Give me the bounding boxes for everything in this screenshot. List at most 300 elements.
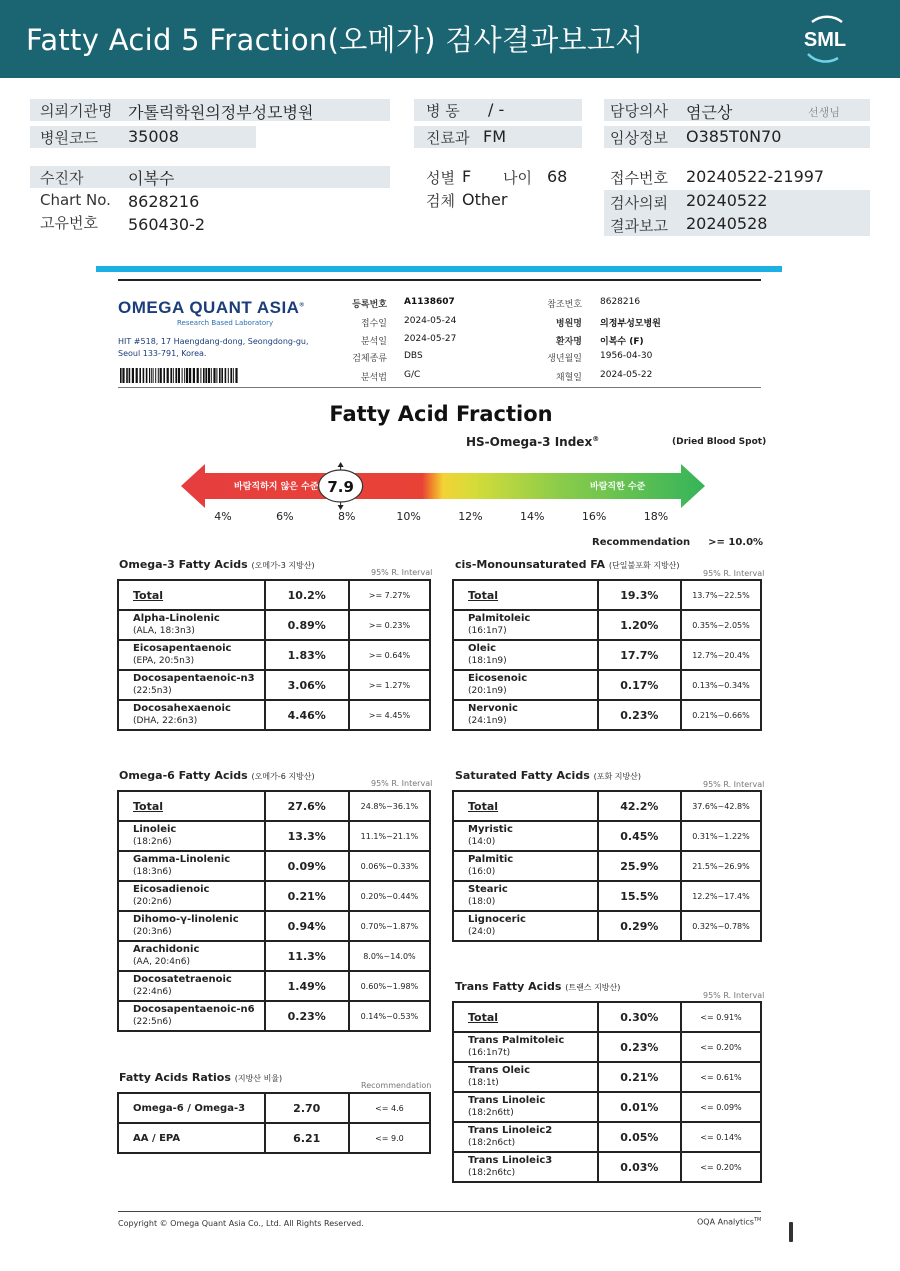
saturated-acid-name [453, 821, 598, 851]
mono-value: 0.23% [598, 700, 681, 730]
omega6-acid-label: Docosatetraenoic [133, 974, 232, 985]
report-title: Fatty Acid 5 Fraction(오메가) 검사결과보고서 [26, 23, 644, 57]
barcode-stripe [132, 368, 134, 383]
omega6-acid-notation: (18:3n6) [133, 867, 172, 877]
gauge-value-marker [319, 462, 363, 510]
omega6-range: 0.70%~1.87% [349, 911, 430, 941]
omega3-row [118, 640, 430, 670]
chart-label: Chart No. [40, 191, 111, 209]
mono-value: 1.20% [598, 610, 681, 640]
clinical-label: 임상정보 [610, 129, 668, 147]
saturated-row [453, 821, 761, 851]
omega3-range: >= 7.27% [349, 580, 430, 610]
saturated-acid-label: Stearic [468, 884, 508, 895]
omega3-table [117, 579, 431, 731]
omega6-acid-notation: (20:2n6) [133, 897, 172, 907]
receipt-value: 20240522-21997 [686, 167, 825, 186]
barcode-stripe [219, 368, 221, 383]
saturated-acid-name [453, 881, 598, 911]
barcode-stripe [139, 368, 141, 383]
omega6-row [118, 1001, 430, 1031]
saturated-acid-name [453, 911, 598, 941]
trans-value: 0.23% [598, 1032, 681, 1062]
omega6-total-label: Total [118, 791, 265, 821]
mono-row [453, 610, 761, 640]
trans-value: 0.21% [598, 1062, 681, 1092]
saturated-acid-notation: (24:0) [468, 927, 496, 937]
saturated-ri-label: 95% R. Interval [703, 780, 765, 789]
omega6-range: 0.20%~0.44% [349, 881, 430, 911]
mono-acid-label: Oleic [468, 643, 497, 654]
barcode-stripe [205, 368, 207, 383]
dept-label: 진료과 [426, 129, 470, 147]
omega6-row [118, 881, 430, 911]
omega6-value: 1.49% [265, 971, 349, 1001]
uid-label: 고유번호 [40, 214, 98, 232]
omega3-row [118, 610, 430, 640]
omega6-table [117, 790, 431, 1032]
sample-type-label: 검체종류 [352, 354, 387, 364]
trans-range: <= 0.61% [681, 1062, 761, 1092]
receipt-label: 접수번호 [610, 169, 668, 187]
analysis-date-label: 분석일 [360, 337, 387, 347]
ratios-title: Fatty Acids Ratios (지방산 비율) [119, 1071, 283, 1084]
barcode-stripe [197, 368, 199, 383]
barcode-stripe [136, 368, 138, 383]
omega3-acid-name [118, 640, 265, 670]
omega3-acid-name [118, 670, 265, 700]
reg-no-label: 등록번호 [352, 300, 387, 310]
mono-row [453, 640, 761, 670]
lab-address-1: HIT #518, 17 Haengdang-dong, Seongdong-gu, [118, 337, 309, 346]
barcode-stripe [211, 368, 212, 383]
mono-value: 0.17% [598, 670, 681, 700]
omega3-acid-label: Eicosapentaenoic [133, 643, 232, 654]
method-label: 분석법 [360, 373, 387, 383]
sml-logo-text: SML [803, 29, 847, 51]
hospital-code-label: 병원코드 [40, 129, 98, 147]
barcode-stripe [189, 368, 191, 383]
ratios-row [118, 1123, 430, 1153]
saturated-value: 25.9% [598, 851, 681, 881]
ratios-acid-name [118, 1093, 265, 1123]
omega6-ri-label: 95% R. Interval [371, 779, 433, 788]
barcode-stripe [155, 368, 156, 383]
barcode-stripe [163, 368, 165, 383]
mono-ri-label: 95% R. Interval [703, 569, 765, 578]
barcode-stripe [151, 368, 152, 383]
reg-no-value: A1138607 [404, 297, 455, 307]
trans-range: <= 0.20% [681, 1032, 761, 1062]
saturated-acid-notation: (16:0) [468, 867, 496, 877]
omega6-acid-notation: (20:3n6) [133, 927, 172, 937]
fatty-acid-fraction-title: Fatty Acid Fraction [329, 402, 553, 426]
omega6-value: 0.09% [265, 851, 349, 881]
mono-acid-notation: (24:1n9) [468, 716, 507, 726]
omega6-value: 13.3% [265, 821, 349, 851]
omega6-row [118, 941, 430, 971]
mono-range: 12.7%~20.4% [681, 640, 761, 670]
report-top-rule [118, 279, 761, 281]
omega3-ri-label: 95% R. Interval [371, 568, 433, 577]
ratios-acid-name [118, 1123, 265, 1153]
omega3-acid-name [118, 700, 265, 730]
saturated-acid-name [453, 851, 598, 881]
method-value: G/C [404, 370, 421, 380]
barcode-stripe [173, 368, 174, 383]
trans-acid-notation: (16:1n7t) [468, 1048, 511, 1058]
uid-value: 560430-2 [128, 215, 206, 234]
trans-row [453, 1002, 761, 1032]
ratios-range: <= 4.6 [349, 1093, 430, 1123]
trans-acid-label: Trans Linoleic2 [468, 1125, 553, 1136]
specimen-value: Other [462, 190, 508, 209]
trans-acid-name [453, 1152, 598, 1182]
lab-address-2: Seoul 133-791, Korea. [118, 349, 207, 358]
trans-acid-name [453, 1092, 598, 1122]
omega6-value: 11.3% [265, 941, 349, 971]
gauge-tick-10: 10% [396, 510, 421, 523]
saturated-value: 42.2% [598, 791, 681, 821]
hospital-name-value: 의정부성모병원 [600, 319, 661, 329]
barcode-icon [120, 368, 240, 383]
omega3-acid-notation: (EPA, 20:5n3) [133, 656, 195, 666]
logo-subtitle: Research Based Laboratory [177, 319, 274, 327]
omega6-range: 0.14%~0.53% [349, 1001, 430, 1031]
trans-row [453, 1062, 761, 1092]
omega3-value: 4.46% [265, 700, 349, 730]
barcode-stripe [203, 368, 205, 383]
omega6-acid-label: Eicosadienoic [133, 884, 210, 895]
sample-type-value: DBS [404, 351, 423, 361]
omega6-row [118, 971, 430, 1001]
omega6-range: 24.8%~36.1% [349, 791, 430, 821]
report-header-rule [118, 387, 761, 388]
mono-range: 13.7%~22.5% [681, 580, 761, 610]
dept-value: FM [483, 127, 507, 146]
omega3-row [118, 700, 430, 730]
info-bar-patient [30, 166, 390, 188]
barcode-stripe [216, 368, 217, 383]
ratios-acid-label: AA / EPA [133, 1132, 181, 1144]
omega6-acid-label: Arachidonic [133, 944, 200, 955]
saturated-row [453, 881, 761, 911]
omega6-title: Omega-6 Fatty Acids (오메가-6 지방산) [119, 769, 315, 782]
omega6-acid-name [118, 821, 265, 851]
trans-total-label: Total [453, 1002, 598, 1032]
patient-label: 수진자 [40, 169, 84, 187]
dob-label: 생년월일 [547, 354, 582, 364]
omega3-acid-notation: (ALA, 18:3n3) [133, 626, 195, 636]
mono-table [452, 579, 762, 731]
barcode-stripe [213, 368, 215, 383]
mono-acid-name [453, 670, 598, 700]
trans-acid-notation: (18:1t) [468, 1078, 499, 1088]
ward-label: 병 동 [426, 102, 460, 120]
trans-range: <= 0.09% [681, 1092, 761, 1122]
analysis-date-value: 2024-05-27 [404, 334, 457, 344]
omega3-acid-label: Alpha-Linolenic [133, 613, 220, 624]
hs-omega3-title: HS-Omega-3 Index® [466, 435, 600, 449]
barcode-stripe [228, 368, 229, 383]
result-label: 결과보고 [610, 217, 668, 235]
ratios-value: 6.21 [265, 1123, 349, 1153]
trans-acid-label: Trans Linoleic [468, 1095, 546, 1106]
oqa-analytics: OQA Analytics™ [697, 1217, 762, 1227]
barcode-stripe [235, 368, 237, 383]
receipt-date-value: 2024-05-24 [404, 316, 457, 326]
ratios-rec-label: Recommendation [361, 1081, 432, 1090]
trans-acid-notation: (18:2n6tc) [468, 1168, 516, 1178]
barcode-stripe [208, 368, 210, 383]
mono-acid-notation: (20:1n9) [468, 686, 507, 696]
omega6-acid-notation: (22:4n6) [133, 987, 172, 997]
trans-acid-notation: (18:2n6tt) [468, 1108, 514, 1118]
trans-range: <= 0.91% [681, 1002, 761, 1032]
index-recommendation: Recommendation >= 10.0% [592, 537, 764, 548]
trans-row [453, 1152, 761, 1182]
trans-acid-name [453, 1122, 598, 1152]
hospital-value: 가톨릭학원의정부성모병원 [128, 103, 314, 122]
ratios-acid-label: Omega-6 / Omega-3 [133, 1102, 246, 1114]
trans-acid-notation: (18:2n6ct) [468, 1138, 516, 1148]
mono-row [453, 580, 761, 610]
mono-acid-name [453, 700, 598, 730]
trans-value: 0.01% [598, 1092, 681, 1122]
divider-cyan [96, 266, 782, 272]
trans-table [452, 1001, 762, 1183]
specimen-label: 검체 [426, 192, 455, 210]
sex-label: 성별 [426, 169, 455, 187]
saturated-range: 12.2%~17.4% [681, 881, 761, 911]
saturated-range: 0.31%~1.22% [681, 821, 761, 851]
saturated-range: 21.5%~26.9% [681, 851, 761, 881]
gauge-tick-8: 8% [337, 510, 356, 523]
omega3-acid-notation: (DHA, 22:6n3) [133, 716, 198, 726]
omega6-range: 0.60%~1.98% [349, 971, 430, 1001]
barcode-stripe [200, 368, 201, 383]
trans-row [453, 1122, 761, 1152]
saturated-value: 0.29% [598, 911, 681, 941]
trans-value: 0.03% [598, 1152, 681, 1182]
saturated-acid-label: Lignoceric [468, 914, 526, 925]
omega3-range: >= 0.23% [349, 610, 430, 640]
omega6-range: 0.06%~0.33% [349, 851, 430, 881]
collection-date-label: 채혈일 [555, 373, 582, 383]
mono-value: 17.7% [598, 640, 681, 670]
saturated-value: 15.5% [598, 881, 681, 911]
omega6-row [118, 851, 430, 881]
doctor-suffix: 선생님 [808, 106, 840, 119]
result-value: 20240528 [686, 214, 768, 233]
saturated-acid-notation: (14:0) [468, 837, 496, 847]
barcode-stripe [193, 368, 195, 383]
trans-ri-label: 95% R. Interval [703, 991, 765, 1000]
mono-value: 19.3% [598, 580, 681, 610]
barcode-stripe [230, 368, 232, 383]
omega6-acid-name [118, 971, 265, 1001]
omega6-range: 11.1%~21.1% [349, 821, 430, 851]
patient-value: 이복수 [128, 169, 175, 188]
hospital-code-value: 35008 [128, 127, 179, 146]
barcode-stripe [182, 368, 183, 383]
ref-no-value: 8628216 [600, 297, 641, 307]
gauge-tick-16: 16% [581, 510, 607, 523]
patient-name-value: 이복수 (F) [600, 337, 644, 347]
saturated-range: 37.6%~42.8% [681, 791, 761, 821]
trans-acid-label: Trans Linoleic3 [468, 1155, 553, 1166]
barcode-stripe [129, 368, 131, 383]
barcode-stripe [160, 368, 162, 383]
omega3-value: 0.89% [265, 610, 349, 640]
saturated-row [453, 851, 761, 881]
trans-acid-name [453, 1062, 598, 1092]
gauge-tick-12: 12% [458, 510, 483, 523]
saturated-row [453, 911, 761, 941]
mono-acid-label: Palmitoleic [468, 613, 531, 624]
mono-acid-label: Eicosenoic [468, 673, 528, 684]
request-value: 20240522 [686, 191, 768, 210]
omega6-acid-notation: (AA, 20:4n6) [133, 957, 190, 967]
mono-range: 0.35%~2.05% [681, 610, 761, 640]
ratios-value: 2.70 [265, 1093, 349, 1123]
barcode-stripe [167, 368, 169, 383]
barcode-stripe [184, 368, 185, 383]
omega6-row [118, 821, 430, 851]
barcode-stripe [153, 368, 154, 383]
hospital-label: 의뢰기관명 [40, 102, 113, 120]
omega3-acid-label: Docosapentaenoic-n3 [133, 673, 255, 684]
omega6-row [118, 911, 430, 941]
omega3-range: >= 1.27% [349, 670, 430, 700]
dried-blood-spot-note: (Dried Blood Spot) [672, 437, 767, 447]
omega3-value: 3.06% [265, 670, 349, 700]
omega6-value: 0.94% [265, 911, 349, 941]
barcode-stripe [233, 368, 234, 383]
saturated-acid-notation: (18:0) [468, 897, 496, 907]
mono-total-label: Total [453, 580, 598, 610]
trans-range: <= 0.14% [681, 1122, 761, 1152]
gauge-tick-18: 18% [643, 510, 669, 523]
sml-logo-icon [796, 12, 854, 66]
ratios-row [118, 1093, 430, 1123]
omega6-acid-name [118, 881, 265, 911]
footer-rule [118, 1211, 761, 1212]
barcode-stripe [221, 368, 223, 383]
doctor-value: 염근상 [686, 103, 733, 122]
mono-acid-notation: (18:1n9) [468, 656, 507, 666]
omega6-acid-notation: (22:5n6) [133, 1017, 172, 1027]
trans-value: 0.05% [598, 1122, 681, 1152]
saturated-table [452, 790, 762, 942]
omega6-acid-label: Dihomo-γ-linolenic [133, 914, 239, 925]
gauge-tick-14: 14% [520, 510, 545, 523]
barcode-stripe [146, 368, 148, 383]
barcode-stripe [170, 368, 172, 383]
omega3-value: 10.2% [265, 580, 349, 610]
trans-row [453, 1032, 761, 1062]
omega3-title: Omega-3 Fatty Acids (오메가-3 지방산) [119, 558, 315, 571]
patient-name-label: 환자명 [555, 337, 582, 347]
omega3-acid-notation: (22:5n3) [133, 686, 172, 696]
mono-row [453, 700, 761, 730]
sex-value: F [462, 167, 472, 186]
gauge-bad-label: 바람직하지 않은 수준 [234, 482, 319, 492]
dob-value: 1956-04-30 [600, 351, 653, 361]
ward-value: / - [488, 100, 505, 119]
chart-value: 8628216 [128, 192, 200, 211]
omega3-row [118, 580, 430, 610]
ref-no-label: 참조번호 [547, 300, 582, 310]
barcode-stripe [186, 368, 188, 383]
receipt-date-label: 접수일 [360, 319, 387, 329]
omega6-value: 0.23% [265, 1001, 349, 1031]
omega3-range: >= 4.45% [349, 700, 430, 730]
clinical-value: O385T0N70 [686, 127, 782, 146]
omega3-index-gauge [176, 460, 712, 512]
saturated-value: 0.45% [598, 821, 681, 851]
omega6-acid-name [118, 851, 265, 881]
barcode-stripe [143, 368, 145, 383]
ratios-range: <= 9.0 [349, 1123, 430, 1153]
omega6-acid-name [118, 1001, 265, 1031]
copyright-text: Copyright © Omega Quant Asia Co., Ltd. All Rights Reserved. [118, 1219, 364, 1228]
trans-acid-label: Trans Oleic [468, 1065, 531, 1076]
hospital-name-label: 병원명 [555, 319, 582, 329]
omega3-acid-label: Docosahexaenoic [133, 703, 231, 714]
saturated-acid-label: Palmitic [468, 854, 514, 865]
saturated-row [453, 791, 761, 821]
omega6-acid-name [118, 911, 265, 941]
mono-acid-name [453, 610, 598, 640]
omega6-acid-notation: (18:2n6) [133, 837, 172, 847]
barcode-stripe [120, 368, 122, 383]
age-label: 나이 [503, 169, 532, 187]
trans-value: 0.30% [598, 1002, 681, 1032]
doctor-label: 담당의사 [610, 102, 668, 120]
saturated-title: Saturated Fatty Acids (포화 지방산) [455, 769, 642, 782]
omega3-acid-name [118, 610, 265, 640]
ratios-table [117, 1092, 431, 1154]
omega6-acid-label: Docosapentaenoic-n6 [133, 1004, 255, 1015]
barcode-stripe [158, 368, 159, 383]
trans-row [453, 1092, 761, 1122]
omega3-range: >= 0.64% [349, 640, 430, 670]
mono-row [453, 670, 761, 700]
page-edge-mark [789, 1222, 793, 1242]
barcode-stripe [175, 368, 177, 383]
omega6-range: 8.0%~14.0% [349, 941, 430, 971]
omega6-value: 27.6% [265, 791, 349, 821]
barcode-stripe [149, 368, 150, 383]
age-value: 68 [547, 167, 568, 186]
barcode-stripe [178, 368, 180, 383]
mono-acid-name [453, 640, 598, 670]
mono-range: 0.13%~0.34% [681, 670, 761, 700]
omega3-value: 1.83% [265, 640, 349, 670]
mono-title: cis-Monounsaturated FA (단일불포화 지방산) [455, 558, 680, 571]
gauge-good-label: 바람직한 수준 [590, 482, 646, 492]
trans-acid-name [453, 1032, 598, 1062]
mono-acid-notation: (16:1n7) [468, 626, 507, 636]
saturated-acid-label: Myristic [468, 824, 513, 835]
omega3-row [118, 670, 430, 700]
trans-title: Trans Fatty Acids (트랜스 지방산) [455, 980, 621, 993]
omega-quant-logo: OMEGA QUANT ASIA® [118, 298, 305, 317]
collection-date-value: 2024-05-22 [600, 370, 653, 380]
gauge-value-text: 7.9 [327, 478, 354, 496]
omega6-acid-label: Linoleic [133, 824, 177, 835]
